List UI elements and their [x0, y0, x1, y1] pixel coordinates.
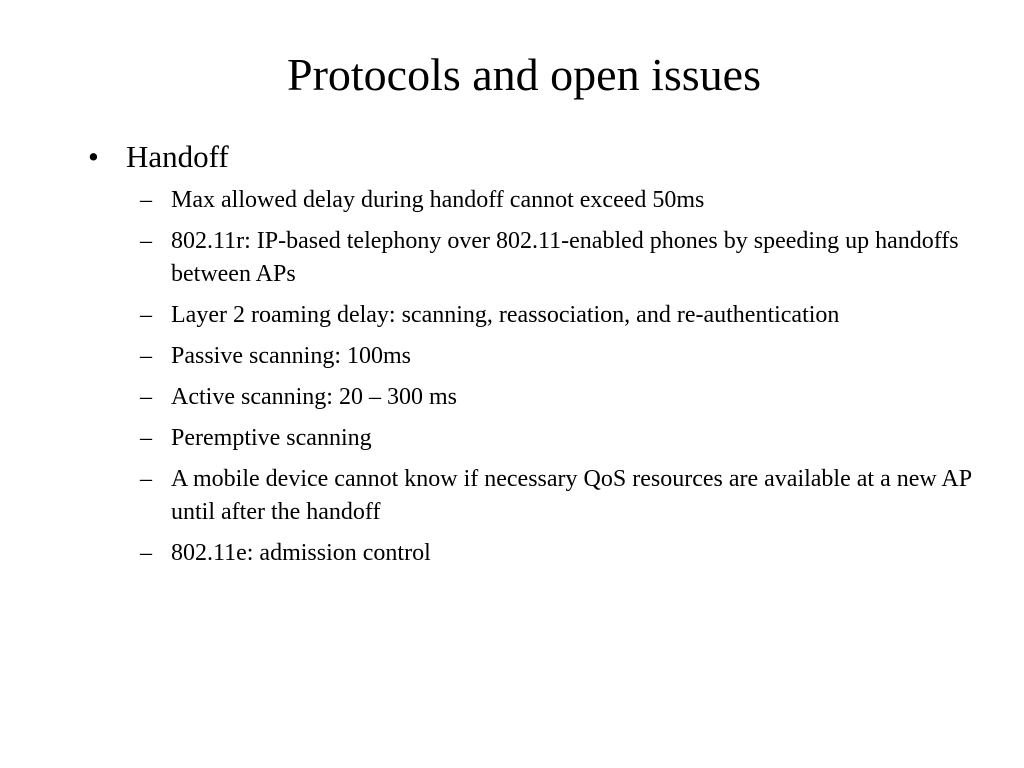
dash-icon: – — [140, 466, 152, 492]
slide-title: Protocols and open issues — [286, 49, 761, 100]
sub-bullet-text: Active scanning: 20 – 300 ms — [171, 384, 457, 410]
sub-bullet-text: A mobile device cannot know if necessary QoS resources are available at a new AP until after the handoff — [171, 466, 972, 525]
sub-bullet-item — [140, 422, 980, 455]
sub-bullet-item — [140, 184, 980, 217]
sub-bullet-text: 802.11r: IP-based telephony over 802.11-enabled phones by speeding up handoffs between APs — [171, 228, 959, 287]
sub-bullet-text: Peremptive scanning — [171, 425, 372, 451]
sub-bullet-text: Layer 2 roaming delay: scanning, reassociation, and re-authentication — [171, 302, 840, 328]
sub-bullet-list — [140, 184, 980, 578]
sub-bullet-text: 802.11e: admission control — [171, 540, 431, 566]
sub-bullet-item — [140, 340, 980, 373]
sub-bullet-item — [140, 299, 980, 332]
bullet-icon: • — [88, 139, 99, 174]
sub-bullet-text: Passive scanning: 100ms — [171, 343, 411, 369]
sub-bullet-item — [140, 381, 980, 414]
dash-icon: – — [140, 384, 152, 410]
dash-icon: – — [140, 540, 152, 566]
dash-icon: – — [140, 302, 152, 328]
sub-bullet-item — [140, 225, 980, 291]
sub-bullet-text: Max allowed delay during handoff cannot exceed 50ms — [171, 187, 705, 213]
dash-icon: – — [140, 228, 152, 254]
sub-bullet-item — [140, 537, 980, 570]
sub-bullet-item — [140, 463, 980, 529]
bullet-item-handoff — [88, 138, 988, 176]
dash-icon: – — [140, 187, 152, 213]
dash-icon: – — [140, 343, 152, 369]
bullet-label: Handoff — [126, 139, 229, 174]
dash-icon: – — [140, 425, 152, 451]
